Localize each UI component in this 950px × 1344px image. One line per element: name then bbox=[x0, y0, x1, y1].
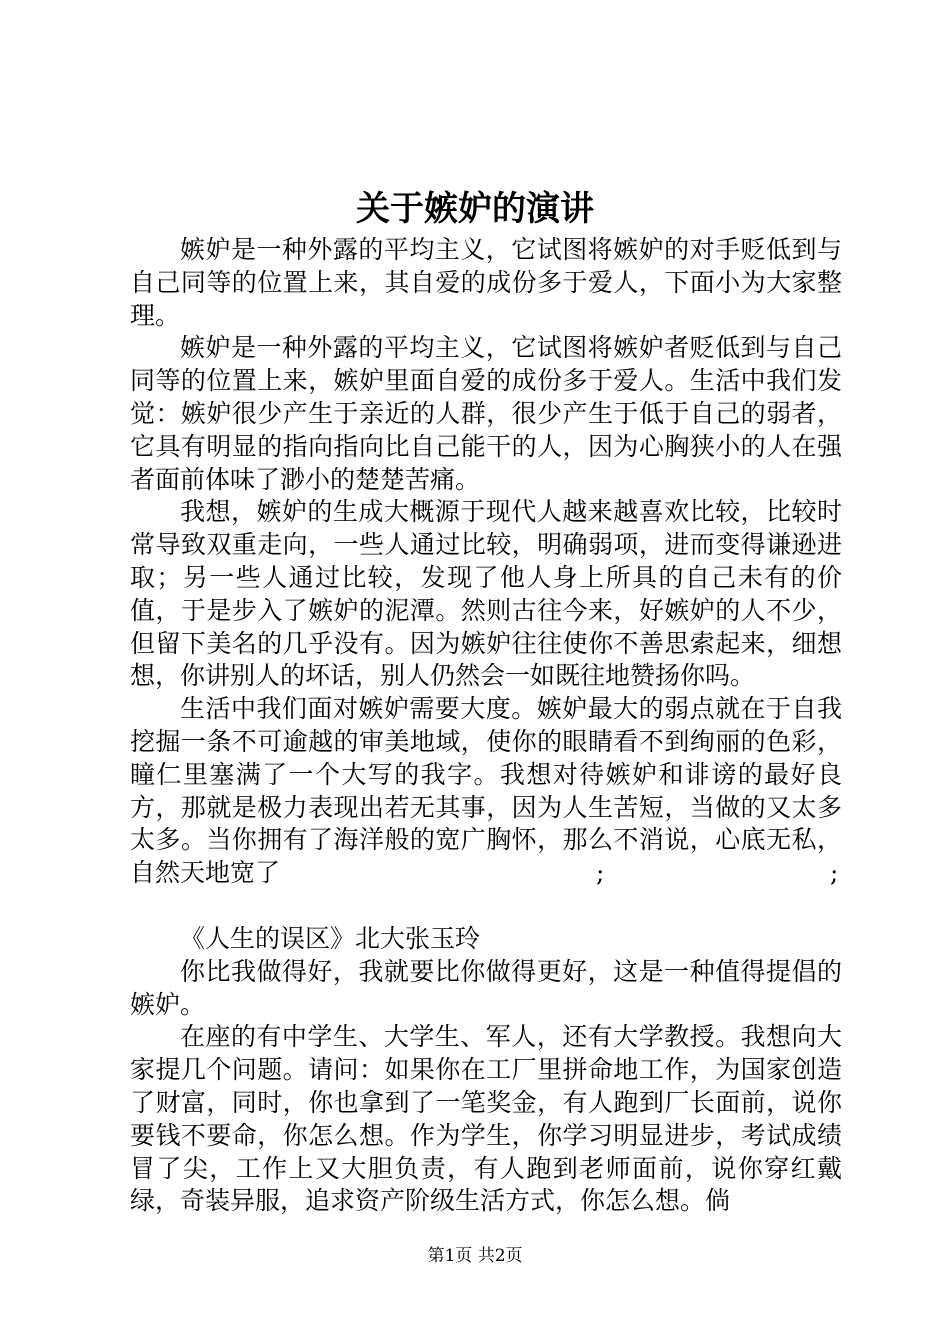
paragraph: 你比我做得好，我就要比你做得更好，这是一种值得提倡的嫉妒。 bbox=[130, 956, 842, 1019]
paragraph: 我想，嫉妒的生成大概源于现代人越来越喜欢比较，比较时常导致双重走向，一些人通过比较，明确弱项，进而变得谦逊进取；另一些人通过比较，发现了他人身上所具的自己未有的价值，于是步入了嫉妒的泥潭。然则古往今来，好嫉妒的人不少，但留下美名的几乎没有。因为嫉妒往往使你不善思索起来，细想想，你讲别人的坏话，别人仍然会一如既往地赞扬你吗。 bbox=[130, 497, 842, 691]
paragraph: 嫉妒是一种外露的平均主义，它试图将嫉妒的对手贬低到与自己同等的位置上来，其自爱的成份多于爱人，下面小为大家整理。 bbox=[130, 235, 842, 330]
paragraph: 嫉妒是一种外露的平均主义，它试图将嫉妒者贬低到与自己同等的位置上来，嫉妒里面自爱的成份多于爱人。生活中我们发觉：嫉妒很少产生于亲近的人群，很少产生于低于自己的弱者，它具有明显的指向指向比自己能干的人，因为心胸狭小的人在强者面前体味了渺小的楚楚苦痛。 bbox=[130, 333, 842, 494]
document-body bbox=[130, 234, 842, 1218]
semicolon: ; bbox=[830, 858, 839, 888]
document-title: 关于嫉妒的演讲 bbox=[356, 189, 594, 229]
page-footer: 第1页 共2页 bbox=[427, 1246, 523, 1266]
semicolon: ; bbox=[596, 858, 605, 888]
paragraph: 生活中我们面对嫉妒需要大度。嫉妒最大的弱点就在于自我挖掘一条不可逾越的审美地域，使你的眼睛看不到绚丽的色彩，瞳仁里塞满了一个大写的我字。我想对待嫉妒和诽谤的最好良方，那就是极力表现出若无其事，因为人生苦短，当做的又太多太多。当你拥有了海洋般的宽广胸怀，那么不消说，心底无私，自然天地宽了 bbox=[130, 694, 842, 888]
reference-line: 《人生的误区》北大张玉玲 bbox=[180, 923, 481, 953]
blank-line bbox=[130, 890, 842, 923]
paragraph: 在座的有中学生、大学生、军人，还有大学教授。我想向大家提几个问题。请问：如果你在工厂里拼命地工作，为国家创造了财富，同时，你也拿到了一笔奖金，有人跑到厂长面前，说你要钱不要命，你怎么想。作为学生，你学习明显进步，考试成绩冒了尖，工作上又大胆负责，有人跑到老师面前，说你穿红戴绿，奇装异服，追求资产阶级生活方式，你怎么想。倘 bbox=[130, 1022, 842, 1216]
